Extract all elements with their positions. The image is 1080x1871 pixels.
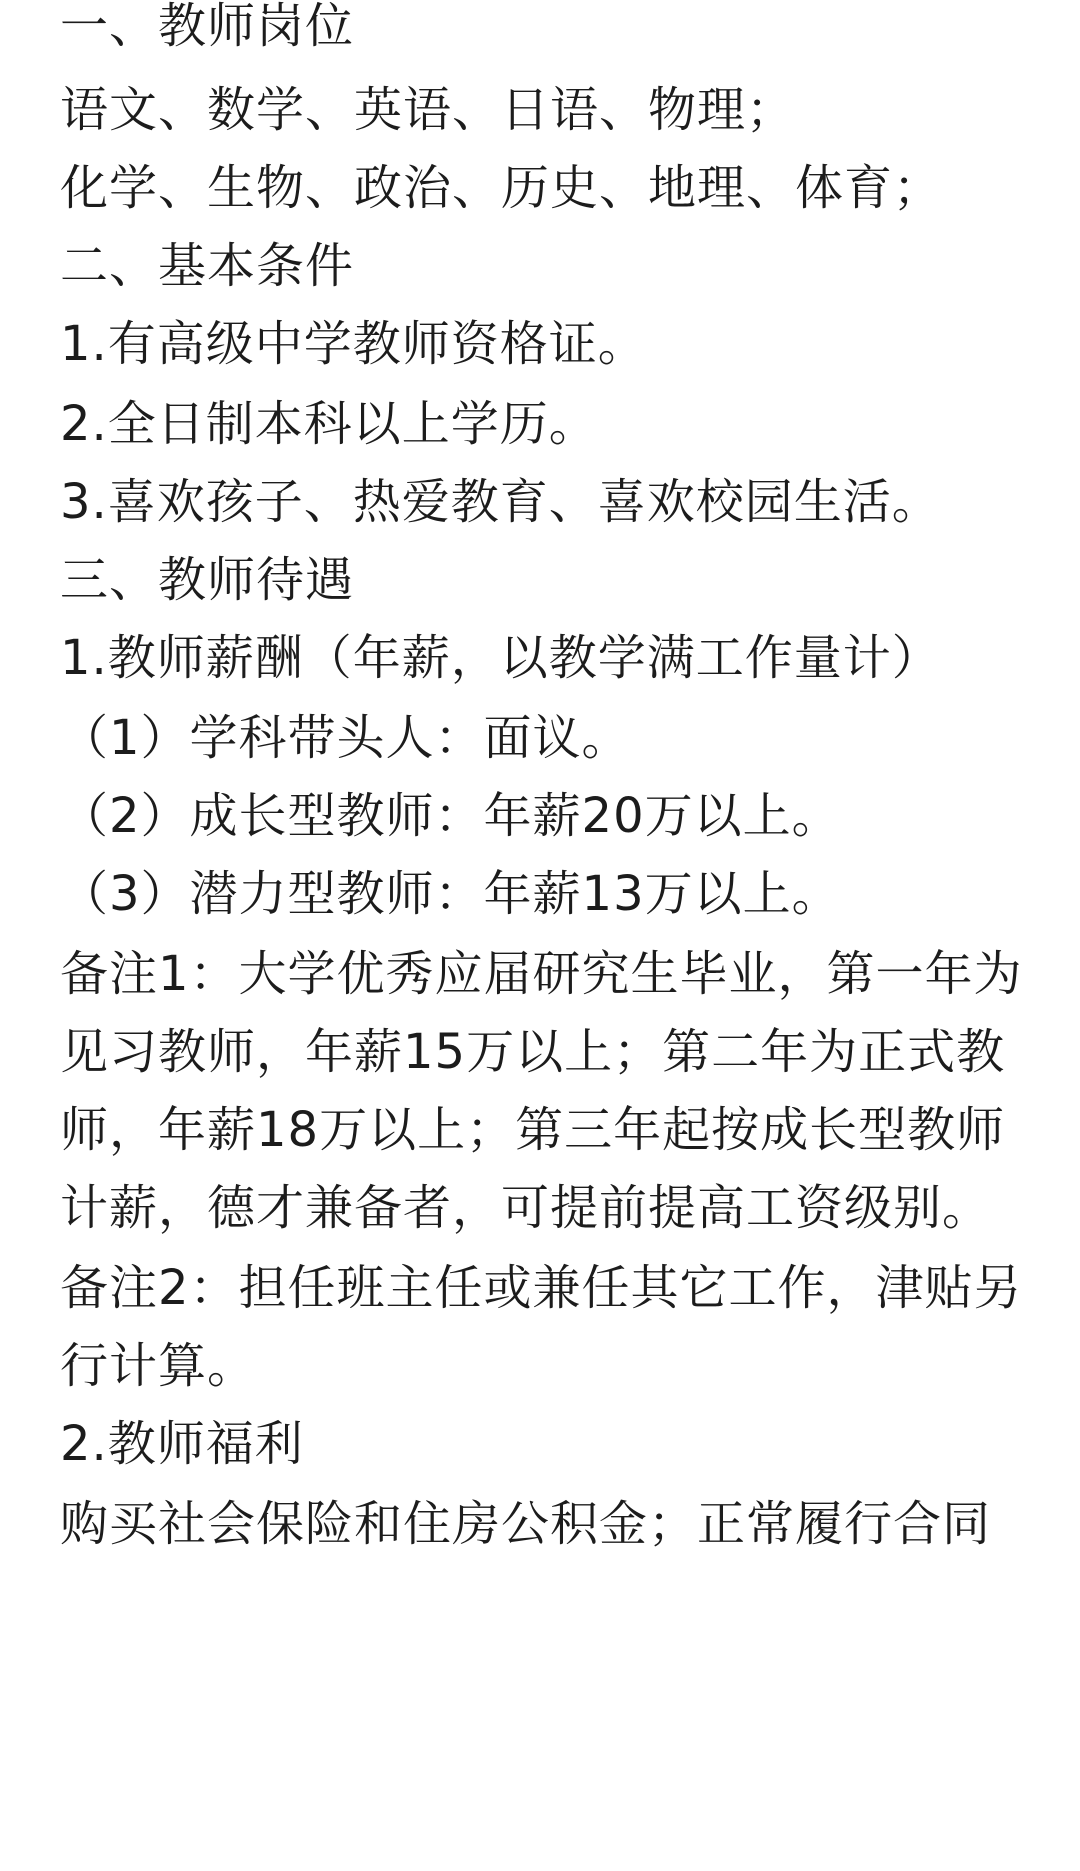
- condition-item-3: 3.喜欢孩子、热爱教育、喜欢校园生活。: [60, 474, 941, 530]
- salary-subitem-1: （1）学科带头人：面议。: [60, 710, 631, 766]
- section-heading-teacher-positions: 一、教师岗位: [60, 0, 355, 54]
- section-heading-basic-conditions: 二、基本条件: [60, 238, 355, 294]
- treatment-item-salary: 1.教师薪酬（年薪，以教学满工作量计）: [60, 630, 941, 686]
- salary-subitem-3: （3）潜力型教师：年薪13万以上。: [60, 866, 841, 922]
- note-1-line-1: 备注1：大学优秀应届研究生毕业，第一年为: [60, 946, 1023, 1002]
- condition-item-1: 1.有高级中学教师资格证。: [60, 316, 647, 372]
- benefits-text-line-1: 购买社会保险和住房公积金；正常履行合同: [60, 1496, 992, 1552]
- note-2-line-1: 备注2：担任班主任或兼任其它工作，津贴另: [60, 1260, 1023, 1316]
- treatment-item-benefits: 2.教师福利: [60, 1416, 304, 1472]
- section-heading-teacher-treatment: 三、教师待遇: [60, 552, 355, 608]
- note-2-line-2: 行计算。: [60, 1338, 257, 1394]
- position-list-line-1: 语文、数学、英语、日语、物理；: [60, 82, 796, 138]
- note-1-line-2: 见习教师，年薪15万以上；第二年为正式教: [60, 1024, 1006, 1080]
- condition-item-2: 2.全日制本科以上学历。: [60, 396, 598, 452]
- salary-subitem-2: （2）成长型教师：年薪20万以上。: [60, 788, 841, 844]
- note-1-line-4: 计薪，德才兼备者，可提前提高工资级别。: [60, 1180, 992, 1236]
- note-1-line-3: 师，年薪18万以上；第三年起按成长型教师: [60, 1102, 1006, 1158]
- position-list-line-2: 化学、生物、政治、历史、地理、体育；: [60, 160, 943, 216]
